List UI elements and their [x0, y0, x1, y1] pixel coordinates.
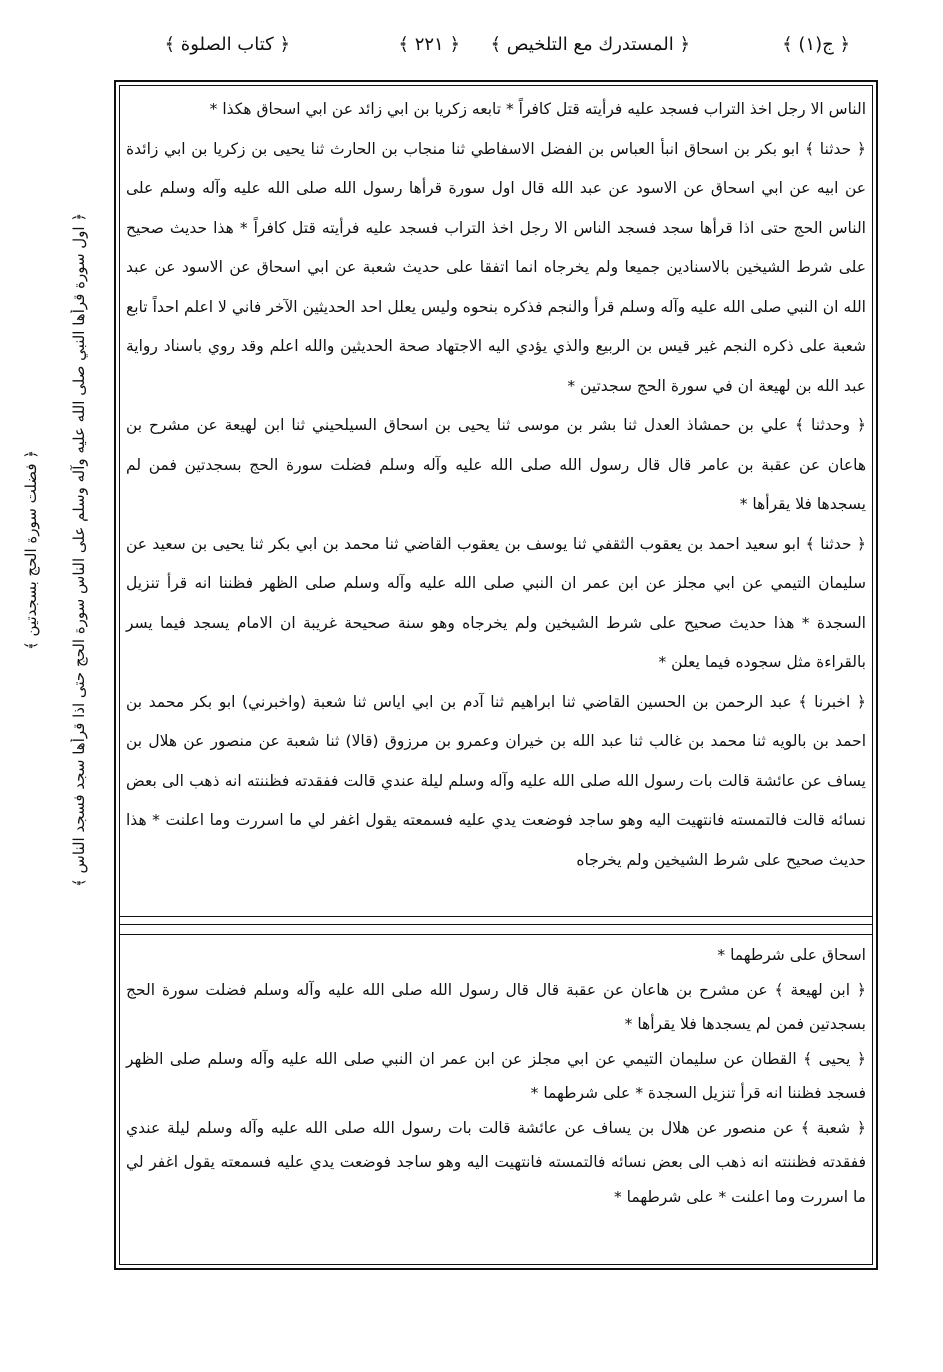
page-frame-inner [119, 85, 873, 1265]
page-frame [114, 80, 878, 1270]
page-number: ﴿ ٢٢١ ﴾ [398, 34, 460, 55]
divider-line [120, 934, 872, 935]
main-paragraph-4: ﴿ حدثنا ﴾ ابو سعيد احمد بن يعقوب الثقفي ثنا يوسف بن يعقوب القاضي ثنا محمد بن ابي بكر ثنا يحيى بن سعيد عن سليمان التيمي عن ابي مجلز عن ابن عمر ان النبي صلى الله عليه وآله وسلم صلى الظهر فظننا انه قرأ تنزيل السجدة * هذا حديث صحيح على شرط الشيخين ولم يخرجاه وهو سنة صحيحة غريبة ان الامام يسجد فيما يسر بالقراءة مثل سجوده فيما يعلن * [126, 534, 866, 671]
book-title: ﴿ المستدرك مع التلخيص ﴾ [490, 34, 690, 55]
main-paragraph-1: الناس الا رجل اخذ التراب فسجد عليه فرأيته قتل كافراً * تابعه زكريا بن ابي زائد عن ابي اسحاق هكذا * [209, 100, 866, 118]
note-paragraph-2: ﴿ ابن لهيعة ﴾ عن مشرح بن هاعان عن عقبة قال قال رسول الله صلى الله عليه وآله وسلم فضلت سورة الحج بسجدتين فمن لم يسجدها فلا يقرأها * [126, 980, 866, 1033]
note-paragraph-1: اسحاق على شرطهما * [717, 946, 866, 964]
main-paragraph-2: ﴿ حدثنا ﴾ ابو بكر بن اسحاق انبأ العباس بن الفضل الاسفاطي ثنا منجاب بن الحارث ثنا يحيى بن زكريا بن ابي زائدة عن ابيه عن ابي اسحاق عن الاسود عن عبد الله قال اول سورة قرأها رسول الله صلى الله عليه وآله وسلم على الناس الحج حتى اذا قرأها سجد فسجد الناس الا رجل اخذ التراب فسجد عليه فرأيته قتل كافراً * هذا حديث صحيح على شرط الشيخين بالاسنادين جميعا ولم يخرجاه انما اتفقا على حديث شعبة عن ابي اسحاق عن الاسود عن عبد الله ان النبي صلى الله عليه وآله وسلم قرأ والنجم فذكره بنحوه وليس يعلل احد الحديثين الآخر فاني لا اعلم احداً تابع شعبة على ذكره النجم غير قيس بن الربيع والذي يؤدي اليه الاجتهاد صحة الحديثين والله اعلم وقد روي باسناد رواية عبد الله بن لهيعة ان في سورة الحج سجدتين * [126, 139, 866, 395]
summary-notes [120, 938, 872, 1260]
divider-line [120, 916, 872, 917]
page-header [150, 34, 850, 74]
note-paragraph-3: ﴿ يحيى ﴾ القطان عن سليمان التيمي عن ابي مجلز عن ابن عمر ان النبي صلى الله عليه وآله وسلم صلى الظهر فسجد فظننا انه قرأ تنزيل السجدة * على شرطهما * [126, 1049, 866, 1102]
main-paragraph-5: ﴿ اخبرنا ﴾ عبد الرحمن بن الحسين القاضي ثنا ابراهيم ثنا آدم بن ابي اياس ثنا شعبة (واخبرني) ابو بكر محمد بن احمد بن بالويه ثنا محمد بن غالب ثنا عبد الله بن خيران وعمرو بن مرزوق (قالا) ثنا شعبة عن منصور عن هلال بن يساف عن عائشة قالت بات رسول الله صلى الله عليه وآله وسلم ليلة عندي قالت ففقدته فظننته انه ذهب الى بعض نسائه قالت فالتمسته فانتهيت اليه وهو ساجد فوضعت يدي عليه فسمعته يقول اغفر لي ما اسررت وما اعلنت * هذا حديث صحيح على شرط الشيخين ولم يخرجاه [126, 692, 866, 869]
margin-notes [20, 150, 110, 950]
margin-note-1: ﴿ اول سورة قرأها النبي صلى الله عليه وآله وسلم على الناس سورة الحج حتى اذا قرأها سجد فسجد الناس ﴾ [70, 212, 88, 888]
main-paragraph-3: ﴿ وحدثنا ﴾ علي بن حمشاذ العدل ثنا بشر بن موسى ثنا يحيى بن اسحاق السيلحيني ثنا ابن لهيعة عن مشرح بن هاعان عن عقبة بن عامر قال قال رسول الله صلى الله عليه وآله وسلم فضلت سورة الحج بسجدتين فمن لم يسجدها فلا يقرأها * [126, 416, 866, 513]
main-text [120, 90, 872, 912]
volume-label: ﴿ ج(١) ﴾ [782, 34, 850, 55]
chapter-title: ﴿ كتاب الصلوة ﴾ [164, 34, 290, 55]
divider-line [120, 924, 872, 925]
margin-note-2: ﴿ فضلت سورة الحج بسجدتين ﴾ [22, 449, 40, 651]
note-paragraph-4: ﴿ شعبة ﴾ عن منصور عن هلال بن يساف عن عائشة قالت بات رسول الله صلى الله عليه وآله وسلم ليلة عندي ففقدته فظننته انه ذهب الى بعض نسائه فالتمسته فانتهيت اليه وهو ساجد فوضعت يدي عليه فسمعته يقول اغفر لي ما اسررت وما اعلنت * على شرطهما * [126, 1118, 866, 1206]
